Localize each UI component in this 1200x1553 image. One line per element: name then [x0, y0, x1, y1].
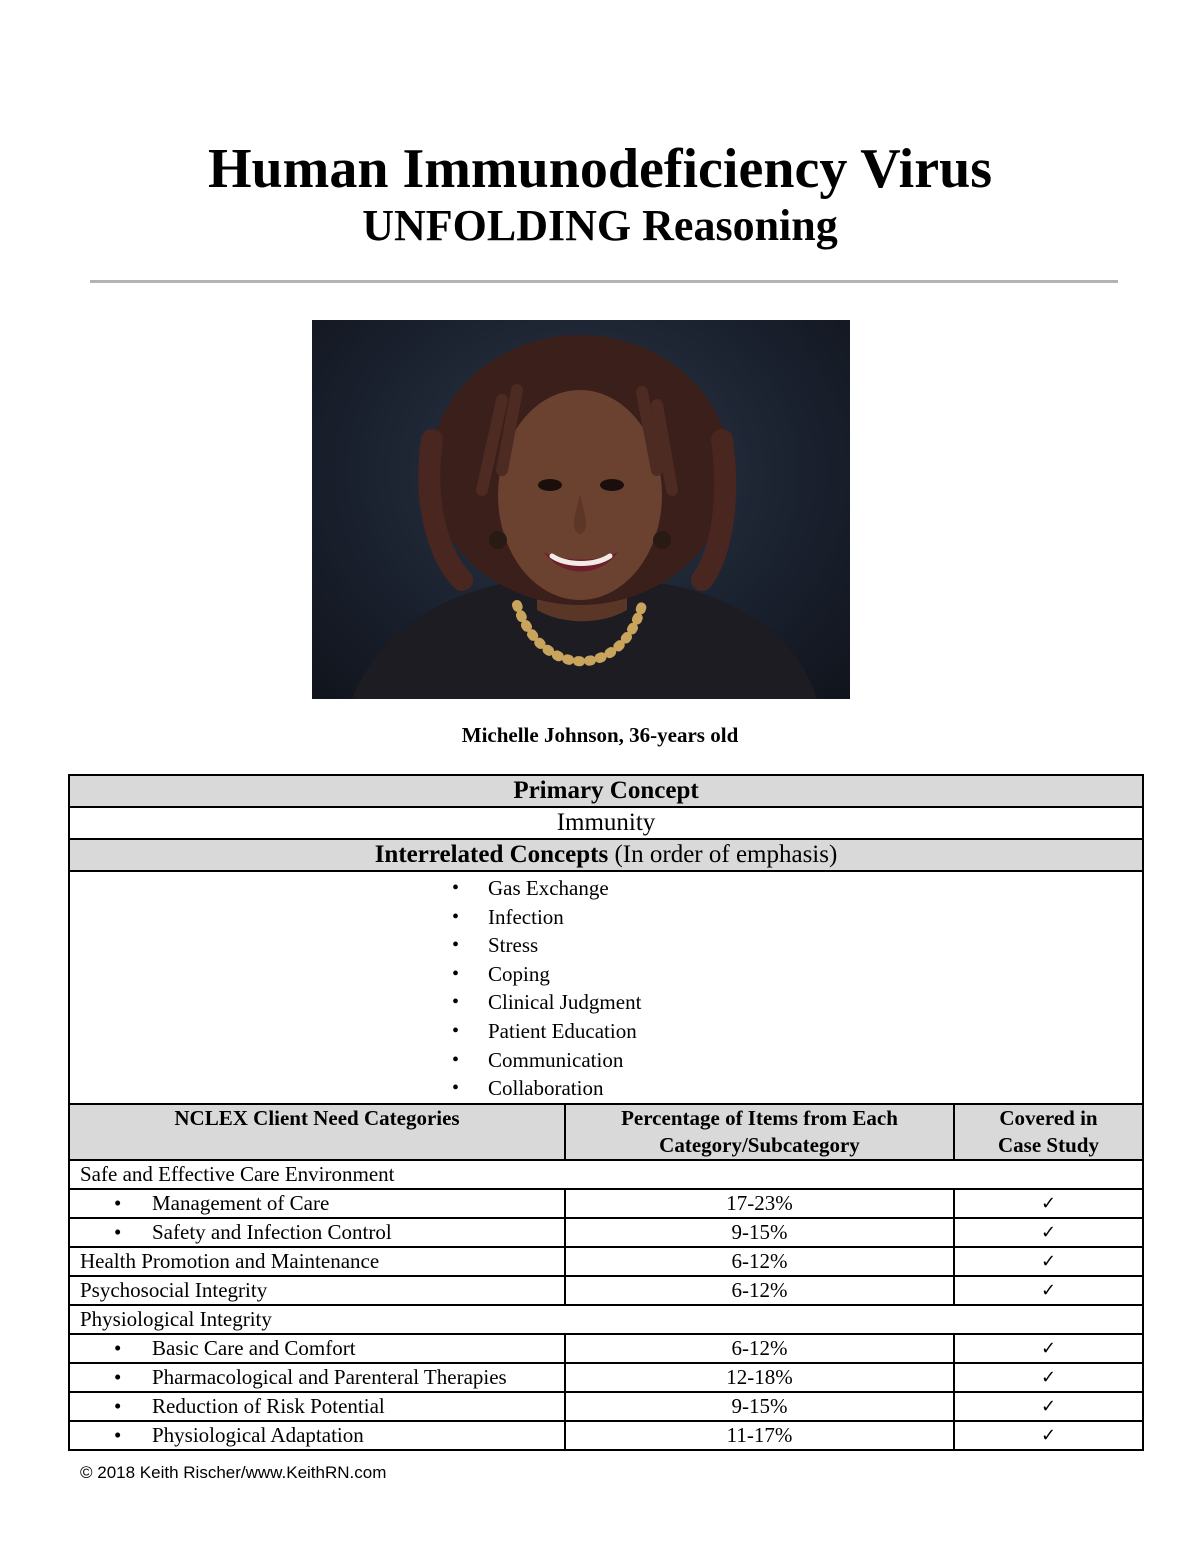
subcategory-label: Safety and Infection Control: [152, 1219, 392, 1244]
concept-list-item: • Patient Education: [80, 1017, 1132, 1046]
percentage-cell: 12-18%: [565, 1363, 954, 1392]
column-header-percentage: Percentage of Items from Each Category/Subcategory: [565, 1104, 954, 1160]
category-group-label: Physiological Integrity: [69, 1305, 1143, 1334]
photo-caption: Michelle Johnson, 36-years old: [461, 723, 739, 747]
category-label: [69, 1218, 565, 1247]
concept-table: [68, 774, 1144, 1451]
subcategory-label: Basic Care and Comfort: [152, 1335, 356, 1360]
patient-portrait-illustration: [312, 320, 850, 699]
concept-list-item: • Coping: [80, 960, 1132, 989]
table-row: [69, 1247, 1143, 1276]
patient-photo: [312, 320, 850, 699]
category-label: [69, 1363, 565, 1392]
checkmark-icon: ✓: [954, 1189, 1143, 1218]
category-label: Psychosocial Integrity: [69, 1276, 565, 1305]
page-title: Human Immunodeficiency Virus: [207, 138, 993, 200]
interrelated-concepts-heading: Interrelated Concepts (In order of emphasis): [69, 839, 1143, 871]
table-row: [69, 1276, 1143, 1305]
concept-list-item: • Communication: [80, 1046, 1132, 1075]
percentage-cell: 6-12%: [565, 1276, 954, 1305]
checkmark-icon: ✓: [954, 1334, 1143, 1363]
subcategory-label: Reduction of Risk Potential: [152, 1393, 385, 1418]
checkmark-icon: ✓: [954, 1218, 1143, 1247]
category-label: [69, 1334, 565, 1363]
interrelated-concepts-cell: [69, 871, 1143, 1104]
concept-list-item: • Clinical Judgment: [80, 988, 1132, 1017]
subcategory-label: Pharmacological and Parenteral Therapies: [152, 1364, 507, 1389]
checkmark-icon: ✓: [954, 1247, 1143, 1276]
primary-concept-value: Immunity: [69, 807, 1143, 839]
table-row: [69, 1305, 1143, 1334]
subcategory-label: Physiological Adaptation: [152, 1422, 364, 1447]
primary-concept-heading: Primary Concept: [69, 775, 1143, 807]
table-row: [69, 1218, 1143, 1247]
checkmark-icon: ✓: [954, 1276, 1143, 1305]
category-label: [69, 1421, 565, 1450]
percentage-cell: 9-15%: [565, 1392, 954, 1421]
percentage-cell: 17-23%: [565, 1189, 954, 1218]
table-row: [69, 1392, 1143, 1421]
bullet-icon: •: [114, 1393, 122, 1418]
percentage-cell: 6-12%: [565, 1247, 954, 1276]
percentage-cell: 6-12%: [565, 1334, 954, 1363]
category-label: [69, 1392, 565, 1421]
checkmark-icon: ✓: [954, 1392, 1143, 1421]
bullet-icon: •: [114, 1364, 122, 1389]
category-group-label: Safe and Effective Care Environment: [69, 1160, 1143, 1189]
bullet-icon: •: [114, 1422, 122, 1447]
concept-list-item: • Gas Exchange: [80, 874, 1132, 903]
nclex-rows: [69, 1160, 1143, 1450]
table-row: [69, 1363, 1143, 1392]
checkmark-icon: ✓: [954, 1363, 1143, 1392]
table-row: [69, 1334, 1143, 1363]
table-row: [69, 1160, 1143, 1189]
percentage-cell: 9-15%: [565, 1218, 954, 1247]
concept-list-item: • Stress: [80, 931, 1132, 960]
subcategory-label: Management of Care: [152, 1190, 330, 1215]
column-header-category: NCLEX Client Need Categories: [69, 1104, 565, 1160]
interrelated-concepts-list: [80, 872, 1132, 1103]
concept-list-item: • Infection: [80, 903, 1132, 932]
page-subtitle: UNFOLDING Reasoning: [362, 201, 838, 250]
concept-list-item: • Collaboration: [80, 1074, 1132, 1103]
table-row: [69, 1421, 1143, 1450]
category-label: [69, 1189, 565, 1218]
copyright-footer: © 2018 Keith Rischer/www.KeithRN.com: [80, 1463, 387, 1482]
column-header-covered: Covered in Case Study: [954, 1104, 1143, 1160]
table-row: [69, 1189, 1143, 1218]
category-label: Health Promotion and Maintenance: [69, 1247, 565, 1276]
percentage-cell: 11-17%: [565, 1421, 954, 1450]
bullet-icon: •: [114, 1335, 122, 1360]
bullet-icon: •: [114, 1190, 122, 1215]
title-divider: [90, 280, 1118, 283]
bullet-icon: •: [114, 1219, 122, 1244]
checkmark-icon: ✓: [954, 1421, 1143, 1450]
